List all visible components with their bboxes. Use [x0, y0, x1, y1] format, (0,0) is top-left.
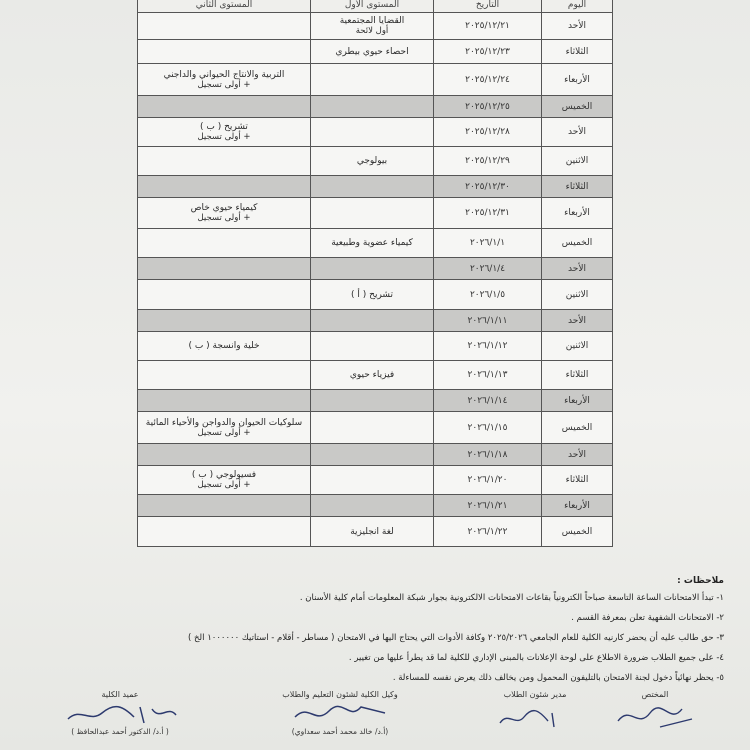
table-row	[138, 412, 613, 444]
cell-level-1-text: لغة انجليزية	[350, 526, 394, 537]
cell-day-text: الأربعاء	[564, 74, 590, 85]
cell-date-text: ٢٠٢٦/١/١	[469, 238, 506, 248]
cell-date-text: ٢٠٢٥/١٢/٣٠	[465, 181, 510, 192]
cell-day-text: الاثنين	[565, 156, 589, 166]
table-body	[138, 13, 613, 547]
cell-level-2-text: فسيولوجي ( ب )	[191, 470, 257, 480]
cell-level-2	[138, 466, 311, 495]
signature-specialist	[600, 690, 710, 733]
cell-date-text: ٢٠٢٦/١/١٣	[467, 370, 508, 380]
cell-date	[434, 310, 542, 332]
cell-level-2-subtext: + أولى تسجيل	[197, 213, 251, 223]
cell-level-2-subtext: + أولى تسجيل	[197, 427, 251, 438]
note-item: ٤- على جميع الطلاب ضرورة الاطلاع على لوحة الإعلانات بالمبنى الإداري للكلية لما قد يطرأ عليها من تغيير .	[348, 653, 724, 663]
cell-day	[542, 495, 613, 517]
table-row	[138, 280, 613, 310]
table-row	[138, 229, 613, 258]
table-row	[138, 466, 613, 495]
cell-date-text: ٢٠٢٦/١/١١	[467, 315, 508, 326]
cell-level-2	[138, 96, 311, 118]
cell-level-2-text: تشريح ( ب )	[200, 122, 248, 132]
cell-date-text: ٢٠٢٦/١/١٥	[467, 422, 508, 433]
cell-day	[542, 361, 613, 390]
signature-vice-dean	[260, 690, 420, 736]
cell-date-text: ٢٠٢٥/١٢/٢٥	[465, 101, 510, 112]
cell-date	[434, 332, 542, 361]
table-row	[138, 517, 613, 547]
table-row	[138, 495, 613, 517]
cell-day	[542, 147, 613, 176]
cell-level-1	[311, 466, 434, 495]
cell-level-2-text: خلية وانسجة ( ب )	[188, 341, 260, 351]
table-row	[138, 310, 613, 332]
cell-level-1	[311, 517, 434, 547]
cell-level-1	[311, 229, 434, 258]
cell-date	[434, 280, 542, 310]
cell-day	[542, 332, 613, 361]
cell-date	[434, 229, 542, 258]
cell-day	[542, 40, 613, 64]
cell-date-text: ٢٠٢٦/١/٢٢	[467, 526, 508, 537]
notes-section	[124, 574, 724, 688]
cell-level-1	[311, 147, 434, 176]
signature-name: ( أ.د/ الدكتور أحمد عبدالحافظ )	[71, 727, 169, 736]
note-item: ١- تبدأ الامتحانات الساعة التاسعة صباحاً الكترونياً بقاعات الامتحانات الالكترونية بجوار شبكة المعلومات أمام كلية الأسنان .	[299, 593, 724, 603]
header-level-1: المستوى الأول	[311, 0, 434, 13]
cell-day-text: الأربعاء	[564, 500, 590, 511]
cell-level-2-subtext: + أولى تسجيل	[197, 132, 251, 142]
cell-date-text: ٢٠٢٥/١٢/٢١	[465, 21, 510, 31]
cell-date	[434, 176, 542, 198]
table-row	[138, 64, 613, 96]
cell-date	[434, 258, 542, 280]
cell-day-text: الأربعاء	[564, 208, 590, 218]
exam-schedule-table	[137, 0, 613, 547]
cell-day	[542, 390, 613, 412]
signature-title: مدير شئون الطلاب	[503, 690, 567, 699]
signature-name: (أ.د/ خالد محمد أحمد سعداوي)	[291, 727, 389, 736]
note-item: ٣- حق طالب عليه أن يحضر كارنيه الكلية للعام الجامعي ٢٠٢٥/٢٠٢٦ وكافة الأدوات التي يحتاج اليها في الامتحان ( مساطر - أقلام - استاتيك ١٠٠٠٠٠٠ الخ )	[188, 633, 724, 643]
cell-level-1-text: القضايا المجتمعية	[339, 16, 405, 26]
cell-level-1-text: تشريح ( أ )	[351, 289, 393, 300]
cell-level-2	[138, 412, 311, 444]
cell-day-text: الثلاثاء	[565, 475, 589, 485]
cell-level-1	[311, 96, 434, 118]
cell-date	[434, 361, 542, 390]
cell-date	[434, 412, 542, 444]
cell-day	[542, 280, 613, 310]
cell-level-2	[138, 361, 311, 390]
cell-level-1-text: كيمياء عضوية وطبيعية	[331, 238, 413, 248]
cell-day	[542, 118, 613, 147]
table-row	[138, 332, 613, 361]
cell-date	[434, 64, 542, 96]
table-row	[138, 361, 613, 390]
table-row	[138, 96, 613, 118]
cell-date	[434, 96, 542, 118]
signature-title: وكيل الكلية لشئون التعليم والطلاب	[282, 690, 398, 699]
cell-level-1	[311, 390, 434, 412]
cell-level-2	[138, 198, 311, 229]
cell-date	[434, 495, 542, 517]
cell-day-text: الأحد	[568, 127, 586, 137]
cell-day-text: الاثنين	[565, 289, 589, 300]
signature-student-affairs	[480, 690, 590, 733]
table-row	[138, 390, 613, 412]
cell-level-2	[138, 495, 311, 517]
cell-level-2	[138, 310, 311, 332]
cell-day-text: الأحد	[568, 449, 586, 460]
cell-level-1	[311, 258, 434, 280]
cell-level-2-subtext: + أولى تسجيل	[197, 480, 251, 490]
table-row	[138, 444, 613, 466]
cell-day-text: الاثنين	[565, 341, 589, 351]
cell-level-2	[138, 40, 311, 64]
cell-day	[542, 176, 613, 198]
cell-date	[434, 118, 542, 147]
cell-date-text: ٢٠٢٦/١/١٨	[467, 449, 508, 460]
cell-day-text: الأحد	[568, 315, 586, 326]
cell-day-text: الثلاثاء	[565, 370, 589, 380]
cell-day-text: الثلاثاء	[565, 46, 589, 57]
cell-level-1	[311, 332, 434, 361]
cell-level-1	[311, 198, 434, 229]
table-row	[138, 198, 613, 229]
table-header-row	[138, 0, 613, 13]
header-level-2: المستوى الثاني	[138, 0, 311, 13]
cell-day	[542, 310, 613, 332]
cell-level-1	[311, 118, 434, 147]
cell-date-text: ٢٠٢٦/١/٥	[469, 289, 506, 300]
cell-day	[542, 466, 613, 495]
cell-date	[434, 40, 542, 64]
cell-level-1	[311, 361, 434, 390]
cell-date-text: ٢٠٢٦/١/١٤	[467, 395, 508, 406]
cell-level-2	[138, 118, 311, 147]
cell-level-2-text: كيمياء حيوي خاص	[190, 203, 258, 213]
cell-day-text: الخميس	[561, 526, 593, 537]
cell-level-1	[311, 176, 434, 198]
cell-day	[542, 229, 613, 258]
signature-title: عميد الكلية	[101, 690, 139, 699]
cell-level-2-text: سلوكيات الحيوان والدواجن والأحياء المائية	[145, 417, 303, 428]
cell-day	[542, 412, 613, 444]
cell-day	[542, 64, 613, 96]
handwritten-signature	[285, 699, 395, 727]
cell-day	[542, 13, 613, 40]
cell-level-1-text: بيولوجي	[356, 156, 388, 166]
cell-level-1	[311, 13, 434, 40]
cell-level-2	[138, 147, 311, 176]
cell-level-2	[138, 280, 311, 310]
cell-level-1	[311, 412, 434, 444]
table-row	[138, 176, 613, 198]
cell-level-2	[138, 176, 311, 198]
cell-day-text: الخميس	[561, 238, 593, 248]
cell-level-2	[138, 229, 311, 258]
cell-date-text: ٢٠٢٥/١٢/٢٣	[465, 46, 510, 57]
cell-day-text: الأحد	[568, 21, 586, 31]
table-row	[138, 118, 613, 147]
header-date: التاريخ	[434, 0, 542, 13]
cell-day-text: الأربعاء	[564, 395, 590, 406]
cell-date-text: ٢٠٢٦/١/٢٠	[467, 475, 508, 485]
cell-level-2	[138, 64, 311, 96]
cell-day-text: الخميس	[561, 101, 593, 112]
notes-title: ملاحظات :	[677, 576, 724, 586]
cell-level-2	[138, 13, 311, 40]
signature-dean	[40, 690, 200, 736]
cell-day	[542, 444, 613, 466]
cell-date-text: ٢٠٢٦/١/٢١	[467, 500, 508, 511]
cell-date	[434, 390, 542, 412]
cell-level-1	[311, 310, 434, 332]
cell-date-text: ٢٠٢٥/١٢/٢٤	[465, 74, 510, 85]
cell-level-2	[138, 517, 311, 547]
cell-date	[434, 444, 542, 466]
cell-day-text: الثلاثاء	[565, 181, 589, 192]
table-row	[138, 40, 613, 64]
signature-title: المختص	[641, 690, 669, 699]
cell-day-text: الخميس	[561, 422, 593, 433]
cell-level-1	[311, 495, 434, 517]
cell-level-1	[311, 40, 434, 64]
cell-date-text: ٢٠٢٦/١/١٢	[467, 341, 508, 351]
cell-date	[434, 198, 542, 229]
cell-date	[434, 13, 542, 40]
cell-level-2	[138, 390, 311, 412]
cell-level-2	[138, 444, 311, 466]
cell-level-2	[138, 258, 311, 280]
note-item: ٥- يحظر نهائياً دخول لجنة الامتحان بالتليفون المحمول ومن يخالف ذلك يعرض نفسه للمساءلة .	[392, 673, 724, 683]
cell-day	[542, 258, 613, 280]
cell-level-1-text: فيزياء حيوي	[349, 370, 395, 380]
note-item: ٢- الامتحانات الشفهية تعلن بمعرفة القسم .	[571, 613, 724, 623]
table-row	[138, 13, 613, 40]
cell-date	[434, 466, 542, 495]
cell-level-1	[311, 64, 434, 96]
cell-level-1	[311, 280, 434, 310]
cell-day	[542, 96, 613, 118]
cell-level-1	[311, 444, 434, 466]
cell-level-1-subtext: أول لائحة	[355, 26, 389, 36]
cell-date-text: ٢٠٢٥/١٢/٢٨	[465, 127, 510, 137]
cell-day	[542, 198, 613, 229]
table-row	[138, 147, 613, 176]
header-day: اليوم	[542, 0, 613, 13]
cell-date	[434, 147, 542, 176]
table-row	[138, 258, 613, 280]
cell-level-2-subtext: + أولى تسجيل	[197, 79, 251, 90]
handwritten-signature	[60, 699, 180, 727]
cell-date	[434, 517, 542, 547]
cell-level-1-text: احصاء حيوي بيطري	[335, 46, 409, 57]
cell-day	[542, 517, 613, 547]
handwritten-signature	[490, 699, 580, 733]
cell-date-text: ٢٠٢٥/١٢/٢٩	[465, 156, 510, 166]
cell-level-2-text: التربية والانتاج الحيواني والداجني	[163, 69, 285, 80]
cell-day-text: الأحد	[568, 263, 586, 274]
cell-date-text: ٢٠٢٦/١/٤	[469, 263, 506, 274]
handwritten-signature	[610, 699, 700, 733]
cell-date-text: ٢٠٢٥/١٢/٣١	[465, 208, 510, 218]
cell-level-2	[138, 332, 311, 361]
